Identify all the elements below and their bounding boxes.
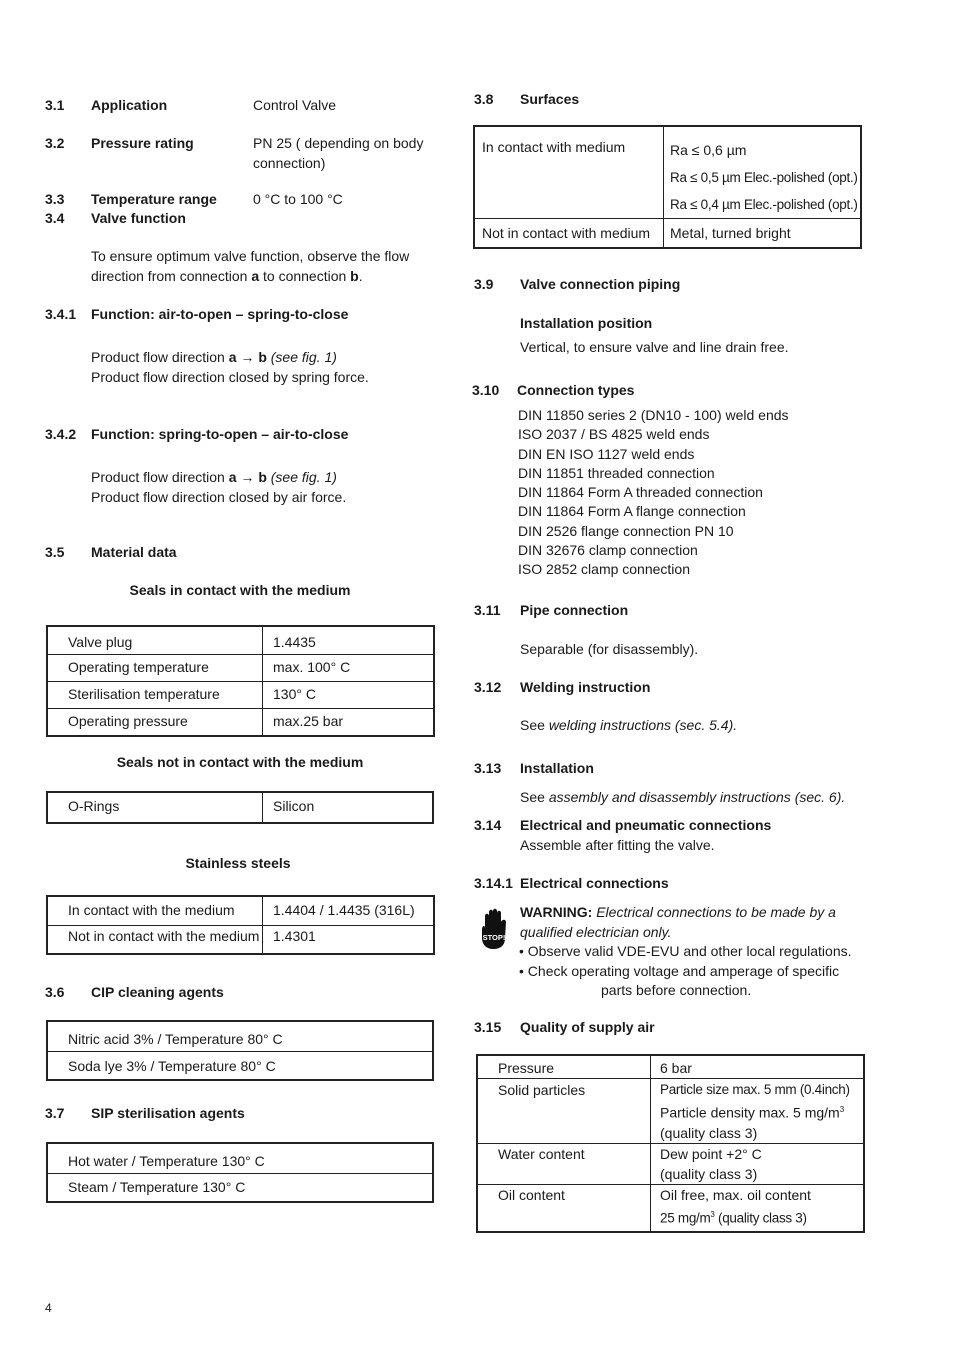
table-cell: In contact with the medium (47, 896, 263, 925)
superscript: 3 (839, 1105, 845, 1114)
connection-a: a (228, 469, 237, 485)
section-number: 3.10 (472, 382, 500, 398)
list-item: parts before connection. (601, 982, 752, 998)
list-item: • Observe valid VDE-EVU and other local regulations. (519, 943, 852, 959)
table-cell: 130° C (263, 681, 435, 708)
table-cell: Pressure (477, 1055, 651, 1079)
text-line (660, 1205, 863, 1229)
function-1-text (91, 348, 369, 387)
table-cell (651, 1079, 865, 1144)
section-title: Electrical and pneumatic connections (520, 817, 772, 833)
text-line (660, 1100, 863, 1123)
table-cell (651, 1184, 865, 1232)
table-cell: Soda lye 3% / Temperature 80° C (47, 1051, 433, 1080)
list-item: • Check operating voltage and amperage of specific (519, 962, 840, 979)
section-title: Installation (520, 760, 594, 776)
text: See (520, 789, 549, 805)
sip-agents-table (46, 1142, 434, 1203)
subheading: Seals in contact with the medium (129, 582, 351, 598)
application-value: Control Valve (253, 97, 337, 113)
text-line: PN 25 ( depending on body (253, 135, 424, 151)
section-title: CIP cleaning agents (91, 984, 224, 1000)
section-number: 3.3 (45, 191, 65, 207)
section-number: 3.9 (474, 276, 494, 292)
text-line: Particle size max. 5 mm (0.4inch) (660, 1082, 850, 1097)
section-number: 3.2 (45, 135, 65, 151)
section-number: 3.1 (45, 97, 65, 113)
text-line: (quality class 3) (660, 1124, 758, 1141)
table-cell: Operating pressure (47, 708, 263, 736)
welding-instruction-text (520, 717, 737, 733)
text-line (520, 903, 836, 923)
connection-a: a (228, 349, 237, 365)
stop-hand-icon (478, 908, 510, 950)
list-item: DIN 11864 Form A threaded connection (518, 484, 763, 501)
table-cell: In contact with medium (474, 126, 664, 219)
arrow: → (236, 469, 259, 485)
pressure-rating-value (253, 134, 423, 173)
table-cell: max.25 bar (263, 708, 435, 736)
table-cell: O-Rings (47, 792, 263, 823)
table-cell: Operating temperature (47, 654, 263, 681)
section-title: SIP sterilisation agents (91, 1105, 245, 1121)
table-cell: Silicon (263, 792, 434, 823)
table-cell: Sterilisation temperature (47, 681, 263, 708)
list-item: DIN 11851 threaded connection (518, 464, 715, 481)
section-title: Material data (91, 544, 177, 560)
section-number: 3.7 (45, 1105, 65, 1121)
text-line: (quality class 3) (660, 1165, 758, 1182)
section-title: Electrical connections (520, 875, 669, 891)
table-cell: Metal, turned bright (664, 219, 862, 248)
table-cell: Oil content (477, 1184, 651, 1232)
surfaces-table (473, 125, 862, 249)
section-number: 3.14.1 (474, 875, 513, 891)
section-number: 3.15 (474, 1019, 502, 1035)
text-line: Ra ≤ 0,5 µm Elec.-polished (opt.) (670, 170, 858, 185)
text: See (520, 717, 549, 733)
temperature-range-value: 0 °C to 100 °C (253, 191, 343, 207)
section-title: Function: spring-to-open – air-to-close (91, 426, 349, 442)
text-line (91, 468, 346, 488)
section-number: 3.11 (474, 602, 501, 618)
table-cell: Hot water / Temperature 130° C (47, 1143, 433, 1173)
table-cell: 1.4404 / 1.4435 (316L) (263, 896, 435, 925)
section-title: Temperature range (91, 191, 217, 207)
text-line (91, 348, 369, 368)
section-number: 3.5 (45, 544, 65, 560)
text-line: Dew point +2° C (660, 1145, 762, 1162)
section-title: Valve function (91, 210, 186, 226)
stop-label: STOP! (482, 933, 506, 942)
section-number: 3.13 (474, 760, 502, 776)
warning-text (520, 903, 836, 942)
list-item: ISO 2852 clamp connection (518, 561, 690, 578)
text: 25 mg/m (660, 1210, 711, 1226)
list-item: ISO 2037 / BS 4825 weld ends (518, 426, 710, 443)
section-title: Valve connection piping (520, 276, 681, 292)
figure-reference: (see fig. 1) (266, 469, 337, 485)
text-line: connection) (253, 154, 326, 171)
function-2-text (91, 468, 346, 507)
section-title: Surfaces (520, 91, 580, 107)
section-title: Application (91, 97, 168, 113)
list-item: DIN 32676 clamp connection (518, 542, 698, 559)
table-cell: Nitric acid 3% / Temperature 80° C (47, 1021, 433, 1051)
table-cell: 1.4435 (263, 626, 435, 654)
text-line: Product flow direction closed by spring force. (91, 368, 369, 385)
superscript: 3 (710, 1209, 715, 1219)
connection-b: b (258, 469, 267, 485)
section-number: 3.4 (45, 210, 65, 226)
cip-agents-table (46, 1020, 434, 1081)
text: Product flow direction (91, 349, 229, 365)
table-cell: Not in contact with the medium (47, 925, 263, 954)
connection-types-list (518, 406, 789, 580)
list-item: DIN EN ISO 1127 weld ends (518, 445, 695, 462)
section-reference: welding instructions (sec. 5.4). (548, 717, 738, 733)
text: Product flow direction (91, 469, 229, 485)
connection-a: a (251, 267, 260, 284)
section-number: 3.8 (474, 91, 494, 107)
arrow: → (236, 349, 259, 365)
text-line (91, 267, 409, 287)
supply-air-table (476, 1054, 865, 1233)
section-number: 3.14 (474, 817, 502, 833)
section-title: Connection types (517, 382, 635, 398)
installation-position-text: Vertical, to ensure valve and line drain free. (520, 339, 789, 355)
table-cell: max. 100° C (263, 654, 435, 681)
table-cell: Valve plug (47, 626, 263, 654)
installation-text (520, 789, 845, 805)
text: direction from connection (91, 267, 252, 284)
section-title: Function: air-to-open – spring-to-close (91, 306, 349, 322)
warning-label: WARNING: (520, 904, 593, 920)
text-line: To ensure optimum valve function, observe the flow (91, 248, 410, 264)
text-line: Ra ≤ 0,4 µm Elec.-polished (opt.) (670, 197, 858, 212)
warning-message: Electrical connections to be made by a (592, 904, 836, 920)
text: . (358, 267, 363, 284)
list-item: DIN 11864 Form A flange connection (518, 503, 746, 520)
stainless-steels-table (46, 895, 435, 955)
connection-b: b (258, 349, 267, 365)
subheading: Seals not in contact with the medium (116, 754, 364, 770)
subheading: Stainless steels (185, 855, 291, 871)
pipe-connection-text: Separable (for disassembly). (520, 641, 699, 657)
table-cell: Solid particles (477, 1079, 651, 1144)
text-line: Product flow direction closed by air force. (91, 488, 347, 505)
section-title: Welding instruction (520, 679, 651, 695)
valve-function-text (91, 247, 409, 286)
subheading: Installation position (520, 315, 653, 331)
text: Particle density max. 5 mg/m (660, 1104, 840, 1121)
section-number: 3.4.1 (45, 306, 77, 322)
text-line: Ra ≤ 0,6 µm (670, 142, 747, 158)
warning-message: qualified electrician only. (520, 923, 672, 940)
connection-b: b (350, 267, 359, 284)
table-cell: Water content (477, 1143, 651, 1184)
section-title: Quality of supply air (520, 1019, 655, 1035)
text-line: Oil free, max. oil content (660, 1186, 811, 1203)
list-item: DIN 2526 flange connection PN 10 (518, 522, 734, 539)
section-title: Pressure rating (91, 135, 194, 151)
table-cell: Steam / Temperature 130° C (47, 1173, 433, 1202)
table-cell: 1.4301 (263, 925, 435, 954)
electrical-bullets (519, 942, 852, 1001)
seals-in-contact-table (46, 625, 435, 737)
page-number: 4 (45, 1301, 52, 1315)
section-number: 3.12 (474, 679, 502, 695)
section-number: 3.6 (45, 984, 65, 1000)
seals-not-in-contact-table (46, 791, 434, 824)
section-reference: assembly and disassembly instructions (sec. 6). (548, 789, 846, 805)
table-cell (651, 1143, 865, 1184)
table-cell (664, 126, 862, 219)
text: to connection (259, 267, 351, 284)
table-cell: 6 bar (651, 1055, 865, 1079)
connections-text: Assemble after fitting the valve. (520, 837, 715, 853)
list-item: DIN 11850 series 2 (DN10 - 100) weld ends (518, 407, 789, 423)
figure-reference: (see fig. 1) (266, 349, 337, 365)
table-cell: Not in contact with medium (474, 219, 664, 248)
section-number: 3.4.2 (45, 426, 77, 442)
text: (quality class 3) (714, 1210, 807, 1226)
section-title: Pipe connection (520, 602, 629, 618)
